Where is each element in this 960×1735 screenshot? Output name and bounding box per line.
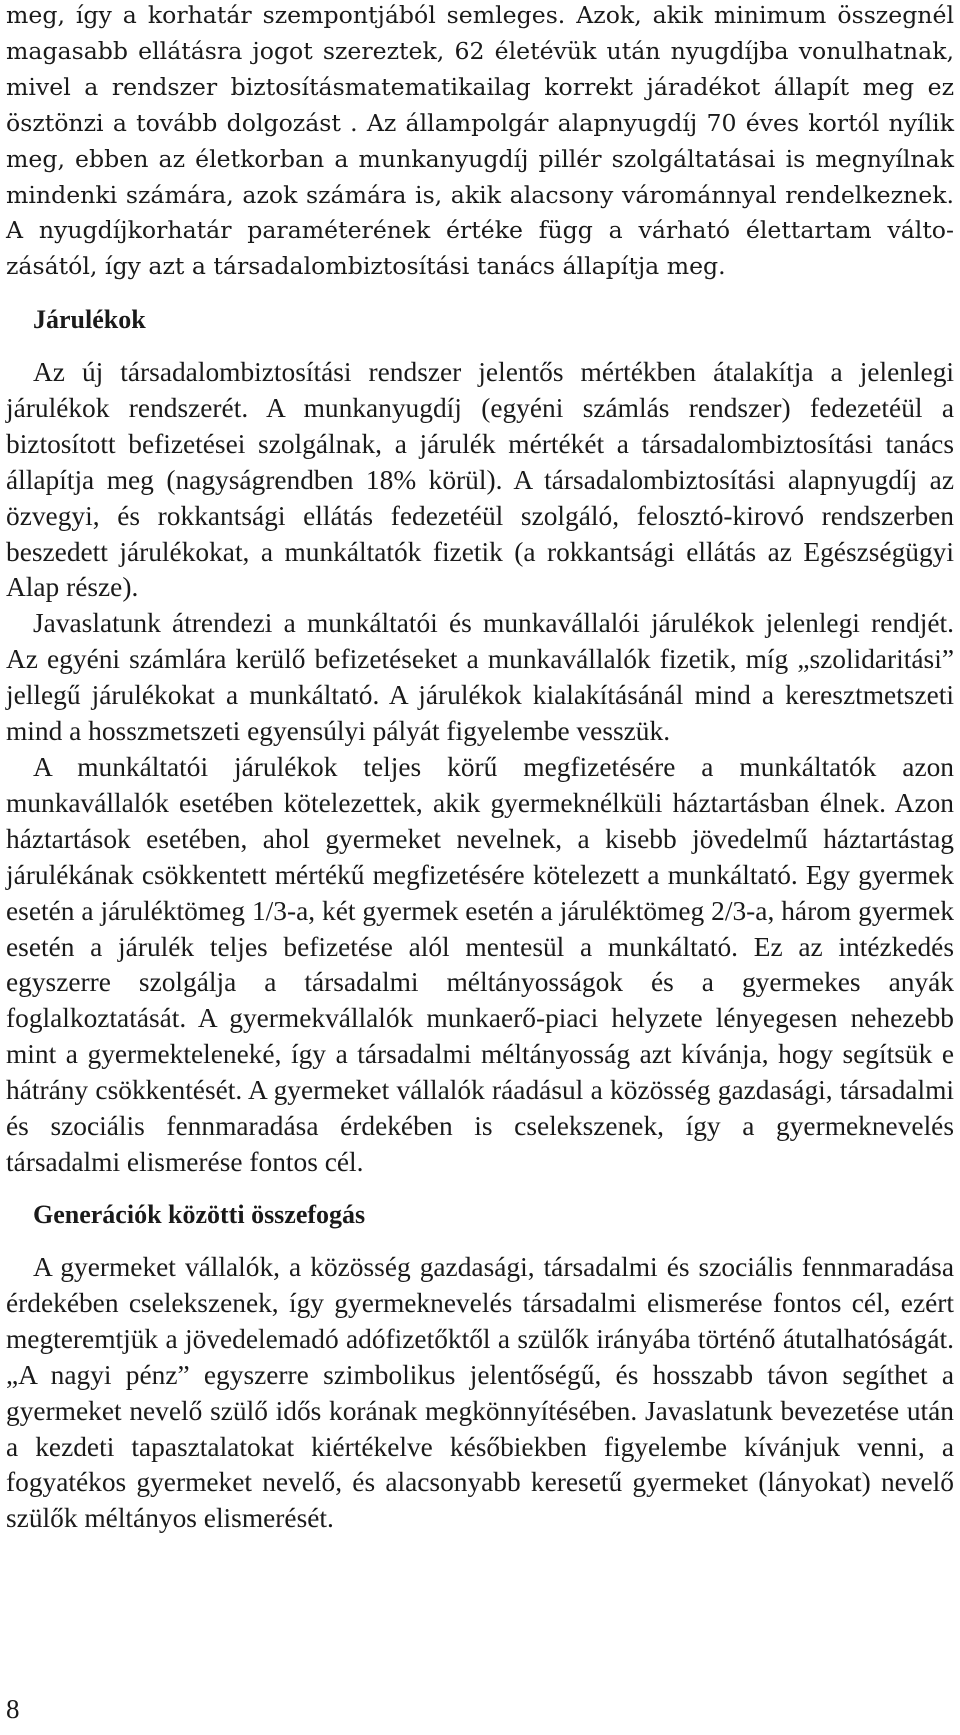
contributions-block (6, 355, 954, 1181)
generations-block (6, 1250, 954, 1537)
page-number: 8 (6, 1694, 20, 1724)
contributions-paragraph-3: A munkáltatói járulékok teljes körű megfizetésére a munkáltatók azon munkavállalók esetében kötelezettek, akik gyermeknélküli háztartásban élnek. Azon háztartások esetében, ahol gyermeket nevelnek, a kisebb jövedelmű háztartástag járulékának csökkentett mértékű megfizetésére kötelezett a munkáltató. Egy gyermek esetén a járuléktömeg 1/3-a, két gyermek esetén a járuléktömeg 2/3-a, három gyermek esetén a járulék teljes befizetése alól mentesül a munkáltató. Ez az intézkedés egyszerre szolgálja a társadalmi méltányosságok és a gyermekes anyák foglalkoztatását. A gyermekvállalók munkaerő-piaci helyzete lényegesen nehezebb mint a gyermekteleneké, így a társadalmi méltányosság azt kívánja, hogy segítsük e hátrány csökkentését. A gyermeket vállalók ráadásul a közösség gazdasági, társadalmi és szociális fennmaradása érdekében is cselekszenek, így a gyermeknevelés társadalmi elismerése fontos cél. (6, 751, 954, 1177)
contributions-paragraph-2: Javaslatunk átrendezi a munkáltatói és munkavállalói járulékok jelenlegi rendjét. Az egyéni számlára kerülő befizetéseket a munkavállalók fizetik, míg „szolidaritási” jellegű járulékokat a munkáltató. A járulékok kialakításánál mind a keresztmetszeti mind a hosszmetszeti egyensúlyi pályát figyelembe vesszük. (6, 608, 954, 747)
generations-paragraph-1: A gyermeket vállalók, a közösség gazdasági, társadalmi és szociális fennmaradása érdekében cselekszenek, így gyermeknevelés társadalmi elismerése fontos cél, ezért megteremtjük a jövedelemadó adófizetőktől a szülők irányába történő átutalhatóságát. „A nagyi pénz” egyszerre szimbolikus jelentőségű, és hosszabb távon segíthet a gyermeket nevelő szülő idős korának megkönnyítésében. Javaslatunk bevezetése után a kezdeti tapasztalatokat kiértékelve későbiekben figyelembe kívánjuk venni, a fogyatékos gyermeket nevelő, és alacsonyabb keresetű gyermeket (lányokat) nevelő szülők méltányos elismerését. (6, 1252, 954, 1534)
section-heading-contributions: Járulékok (33, 305, 146, 334)
contributions-paragraph-1: Az új társadalombiztosítási rendszer jelentős mértékben átalakítja a jelenlegi járulékok rendszerét. A munkanyugdíj (egyéni számlás rendszer) fedezetéül a biztosított befizetései szolgálnak, a járulék mértékét a társadalombiztosítási tanács állapítja meg (nagyságrendben 18% körül). A társadalombiztosítási alapnyugdíj az özvegyi, és rokkantsági ellátás fedezetéül szolgáló, felosztó-kirovó rendszerben beszedett járulékokat, a munkáltatók fizetik (a rokkantsági ellátás az Egészségügyi Alap része). (6, 357, 954, 603)
intro-block (6, 0, 954, 285)
section-heading-generations: Generációk közötti összefogás (33, 1200, 366, 1229)
intro-paragraph: meg, így a korhatár szempontjából semleges. Azok, akik minimum összegnél magasabb ellátásra jogot szereztek, 62 életévük után nyugdíjba vonulhatnak, mivel a rendszer biztosításmatematikailag korrekt járadékot állapít meg ez ösztönzi a tovább dolgozást . Az állampolgár alapnyugdíj 70 éves kortól nyílik meg, ebben az életkorban a munkanyugdíj pillér szolgáltatásai is megnyílnak mindenki számára, azok számára is, akik alacsony várománnyal rendelkeznek. A nyugdíjkorhatár paraméterének értéke függ a várható élettartam változásától, így azt a társadalombiztosítási tanács állapítja meg. (6, 1, 954, 281)
